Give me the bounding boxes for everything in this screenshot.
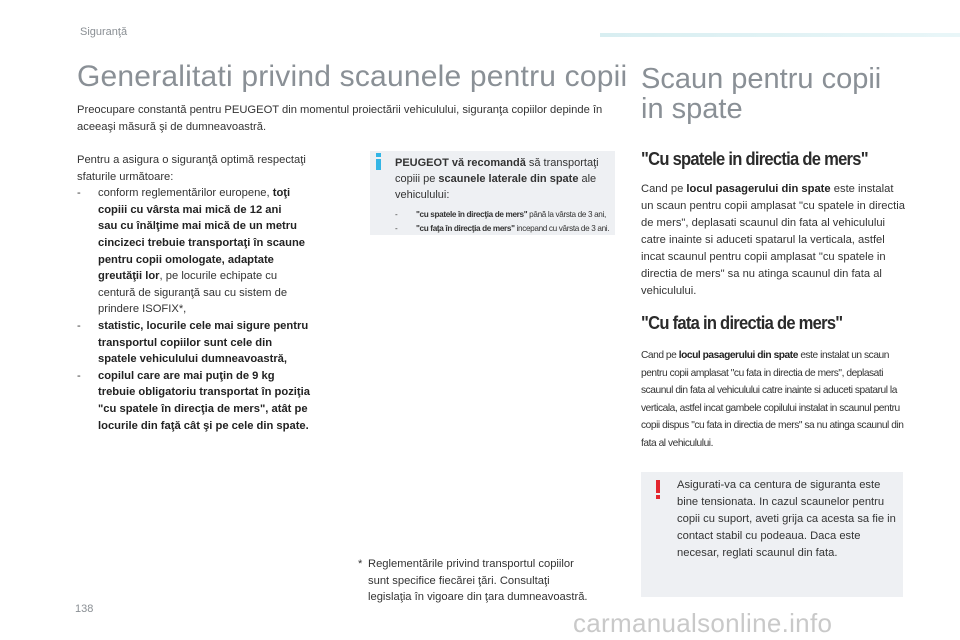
recommendation-text: PEUGEOT vă recomandă să transportaţi copiii pe scaunele laterale din spate ale vehiculului:: [395, 157, 599, 201]
forward-facing-paragraph: Cand pe locul pasagerului din spate este instalat un scaun pentru copii amplasat "cu fata in directia de mers", deplasati scaunul din fata al vehiculului catre inainte si aduceti spatarul la verticala, astfel incat gambele copilului instalat in scaunul pentru copii dispus "cu fata in directia de mers" sa nu atinga scaunul din fata al vehiculului.: [641, 350, 904, 449]
advice-lead: sfaturile următoare:: [77, 170, 174, 183]
watermark: carmanualsonline.info: [573, 608, 833, 638]
safety-advice: [77, 152, 342, 434]
recommendation-list: [395, 208, 617, 236]
warning-text: Asigurati-va ca centura de siguranta este bine tensionata. In cazul scaunelor pentru copii cu suport, aveti grija ca acesta sa fie in contact stabil cu podeaua. Daca este necesar, reglati scaunul din fata.: [677, 479, 896, 559]
section-header: Siguranţă: [80, 26, 128, 38]
page-number: 138: [75, 603, 94, 615]
rear-facing-heading: "Cu spatele in directia de mers": [641, 149, 868, 169]
recommendation-item: - "cu spatele în direcţia de mers" până la vârsta de 3 ani,: [395, 210, 606, 219]
warning-icon: [654, 480, 662, 500]
advice-item: - statistic, locurile cele mai sigure pentru transportul copiilor sunt cele din spatele vehiculului dumneavoastră,: [77, 319, 309, 366]
main-title: Generalitati privind scaunele pentru copii: [77, 60, 628, 93]
footnote: * Reglementările privind transportul copiilor sunt specifice fiecărei ţări. Consultaţi legislaţia în vigoare din ţara dumneavoastră.: [358, 558, 588, 603]
advice-lead: Pentru a asigura o siguranţă optimă respectaţi: [77, 154, 306, 166]
info-icon: [375, 153, 383, 171]
rear-child-seat-title: Scaun pentru copii in spate: [641, 63, 882, 125]
header-rule: [600, 33, 960, 37]
intro-paragraph: Preocupare constantă pentru PEUGEOT din momentul proiectării vehiculului, siguranţa copiilor depinde în aceeaşi măsură şi de dumneavoastră.: [77, 104, 603, 133]
rear-facing-paragraph: Cand pe locul pasagerului din spate este instalat un scaun pentru copii amplasat "cu spatele in directia de mers", deplasati scaunul din fata al vehiculului catre inainte si aduceti spatarul la verticala, astfel incat scaunul pentru copii amplasat "cu spatele in directia de mers" sa nu atinga scaunul din fata al vehiculului.: [641, 183, 905, 297]
recommendation-item: - "cu faţa în direcţia de mers" incepand cu vârsta de 3 ani.: [395, 224, 610, 233]
forward-facing-heading: "Cu fata in directia de mers": [641, 313, 843, 333]
advice-item: - conform reglementărilor europene, toţi copiii cu vârsta mai mică de 12 ani sau cu înălţime mai mică de un metru cincizeci trebuie transportaţi în scaune pentru copii omologate, adaptate greutăţii lor, pe locurile echipate cu centură de siguranţă sau cu sistem de prindere ISOFIX*,: [77, 187, 306, 316]
advice-item: - copilul care are mai puţin de 9 kg trebuie obligatoriu transportat în poziţia "cu spatele în direcţia de mers", atât pe locurile din faţă cât şi pe cele din spate.: [77, 369, 310, 432]
